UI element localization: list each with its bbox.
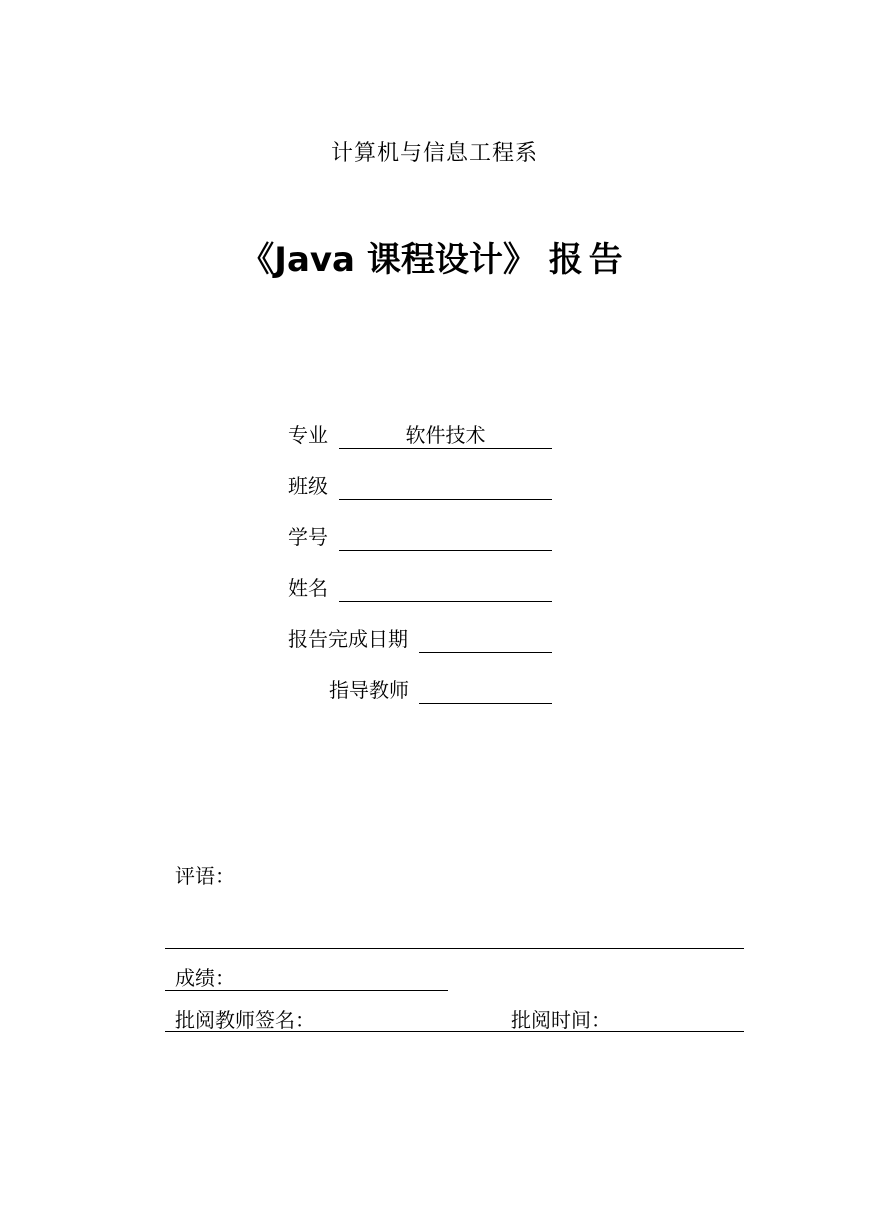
- student-id-label: 学号: [288, 525, 328, 549]
- title-close-bracket: 》: [502, 240, 537, 280]
- class-field: [288, 472, 552, 500]
- student-id-value[interactable]: [339, 523, 552, 551]
- major-value[interactable]: 软件技术: [339, 421, 552, 449]
- advisor-value[interactable]: [419, 676, 552, 704]
- major-label: 专业: [288, 423, 328, 447]
- name-label: 姓名: [288, 576, 328, 600]
- advisor-field: [329, 676, 552, 704]
- completion-date-value[interactable]: [419, 625, 552, 653]
- name-field: [288, 574, 552, 602]
- student-id-field: [288, 523, 552, 551]
- grade-underline: [165, 990, 448, 991]
- advisor-label: 指导教师: [329, 678, 409, 702]
- class-value[interactable]: [339, 472, 552, 500]
- title-report-word: 报告: [548, 240, 629, 280]
- name-value[interactable]: [339, 574, 552, 602]
- review-time-label: 批阅时间：: [511, 1008, 611, 1032]
- class-label: 班级: [288, 474, 328, 498]
- grade-label: 成绩：: [175, 966, 235, 990]
- major-field: [288, 421, 552, 449]
- comment-label: 评语：: [175, 864, 235, 888]
- completion-date-label: 报告完成日期: [288, 627, 408, 651]
- report-title: [0, 232, 869, 281]
- reviewer-signature-label: 批阅教师签名：: [175, 1008, 315, 1032]
- title-open-bracket: 《: [240, 240, 275, 280]
- title-course-name: Java 课程设计: [274, 240, 503, 280]
- comment-divider: [165, 948, 744, 949]
- signature-divider: [165, 1031, 744, 1032]
- department-name: 计算机与信息工程系: [330, 141, 538, 166]
- completion-date-field: [288, 625, 552, 653]
